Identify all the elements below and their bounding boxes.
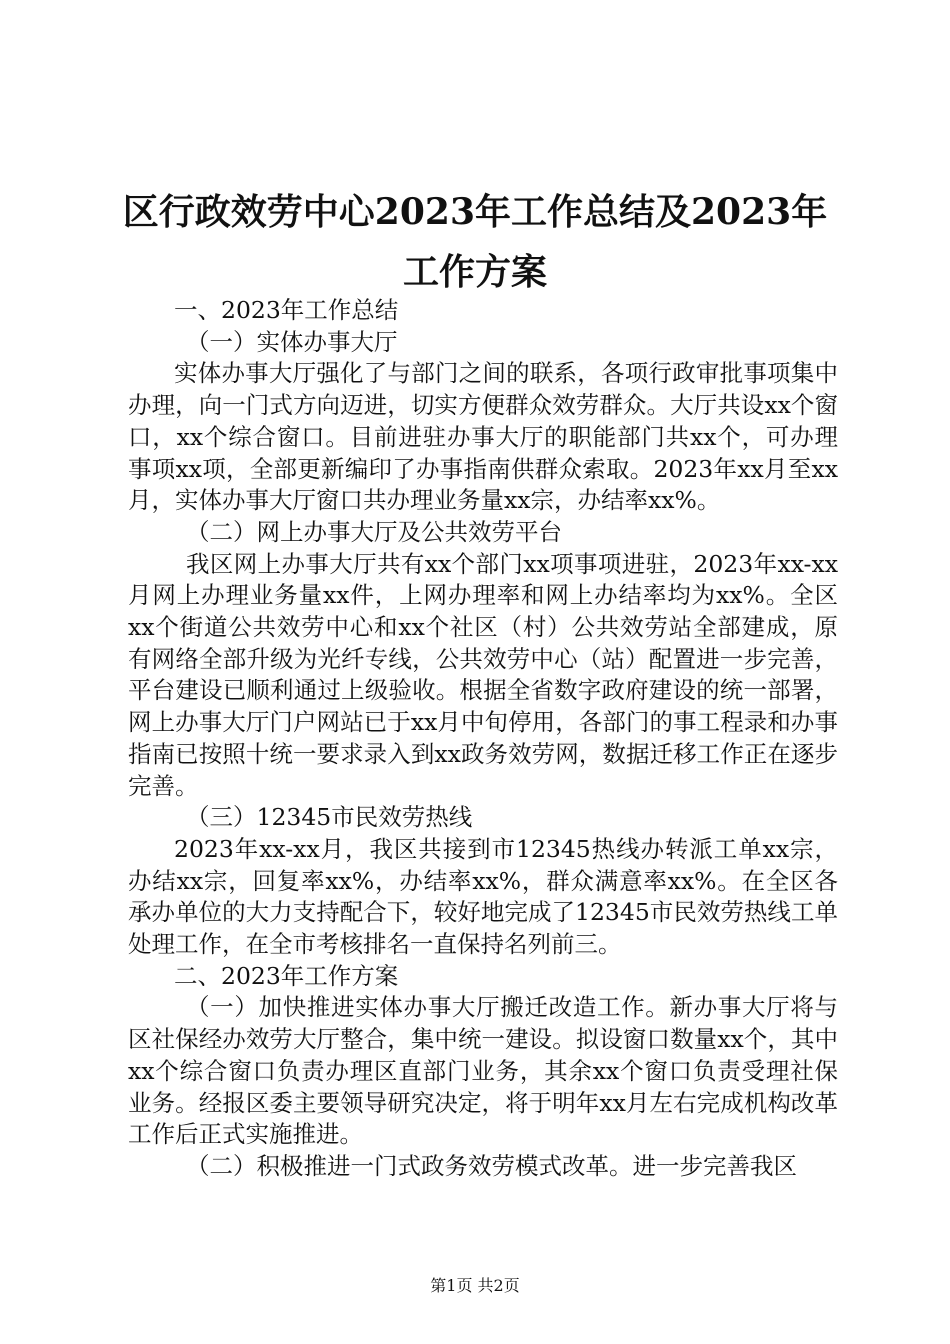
paragraph: （二）网上办事大厅及公共效劳平台 <box>186 517 562 546</box>
page-footer: 第1页 共2页 <box>430 1276 520 1295</box>
paragraph: 二、2023年工作方案 <box>174 961 399 990</box>
document-body <box>128 295 838 1183</box>
document-title: 区行政效劳中心2023年工作总结及2023年工作方案 <box>122 191 828 293</box>
paragraph: 一、2023年工作总结 <box>174 296 399 324</box>
paragraph: （一）实体办事大厅 <box>186 327 398 356</box>
paragraph: （一）加快推进实体办事大厅搬迁改造工作。新办事大厅将与区社保经办效劳大厅整合，集中统一建设。拟设窗口数量xx个，其中xx个综合窗口负责办理区直部门业务，其余xx个窗口负责受理社保业务。经报区委主要领导研究决定，将于明年xx月左右完成机构改革工作后正式实施推进。 <box>128 993 838 1149</box>
paragraph: （二）积极推进一门式政务效劳模式改革。进一步完善我区 <box>186 1151 797 1180</box>
paragraph: 实体办事大厅强化了与部门之间的联系，各项行政审批事项集中办理，向一门式方向迈进，切实方便群众效劳群众。大厅共设xx个窗口，xx个综合窗口。目前进驻办事大厅的职能部门共xx个，可办理事项xx项，全部更新编印了办事指南供群众索取。2023年xx月至xx月，实体办事大厅窗口共办理业务量xx宗，办结率xx%。 <box>128 359 838 515</box>
paragraph: （三）12345市民效劳热线 <box>186 803 473 832</box>
paragraph: 2023年xx-xx月，我区共接到市12345热线办转派工单xx宗，办结xx宗，回复率xx%，办结率xx%，群众满意率xx%。在全区各承办单位的大力支持配合下，较好地完成了12345市民效劳热线工单处理工作，在全市考核排名一直保持名列前三。 <box>128 834 838 959</box>
paragraph: 我区网上办事大厅共有xx个部门xx项事项进驻，2023年xx-xx月网上办理业务量xx件，上网办理率和网上办结率均为xx%。全区xx个街道公共效劳中心和xx个社区（村）公共效劳站全部建成，原有网络全部升级为光纤专线，公共效劳中心（站）配置进一步完善，平台建设已顺利通过上级验收。根据全省数字政府建设的统一部署，网上办事大厅门户网站已于xx月中旬停用，各部门的事工程录和办事指南已按照十统一要求录入到xx政务效劳网，数据迁移工作正在逐步完善。 <box>128 549 838 800</box>
